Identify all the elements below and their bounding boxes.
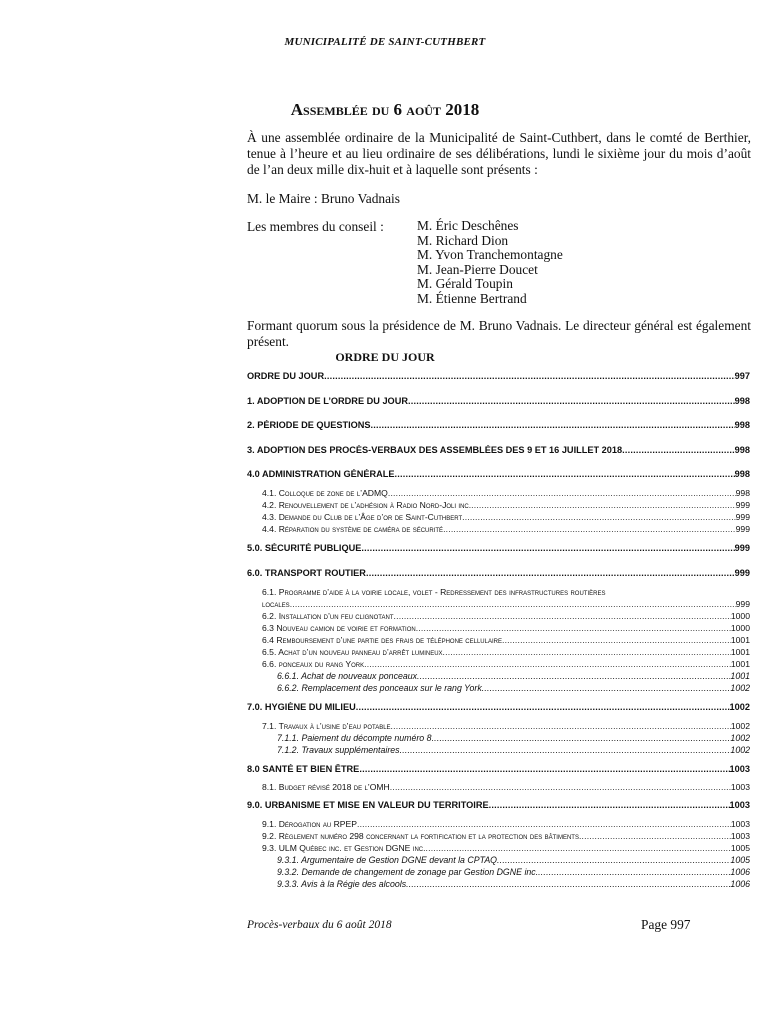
toc-entry-label: 6.6.1. Achat de nouveaux ponceaux [277,671,418,681]
toc-entry-label: 9.0. URBANISME ET MISE EN VALEUR DU TERRITOIRE [247,800,489,810]
toc-entry-label: 4.0 ADMINISTRATION GÉNÉRALE [247,469,395,479]
council-member: M. Yvon Tranchemontagne [417,247,563,263]
toc-entry-page: 1002 [729,702,750,712]
toc-entry-page: 997 [734,371,750,381]
toc-entry-page: 1005 [730,843,750,853]
toc-entry[interactable] [262,831,750,841]
toc-entry-page: 998 [734,420,750,430]
agenda-title: ORDRE DU JOUR [335,350,435,364]
toc-entry[interactable] [262,635,750,645]
toc-entry-page: 1003 [730,831,750,841]
toc-entry-label: 4.4. Réparation du système de caméra de sécurité [262,524,444,534]
toc-entry-page: 1003 [729,764,750,774]
toc-entry[interactable] [247,396,750,406]
toc-entry-page: 1001 [730,635,750,645]
council-member: M. Richard Dion [417,232,509,248]
toc-entry[interactable] [262,524,750,534]
toc-entry-label: 6.2. Installation d’un feu clignotant [262,611,394,621]
toc-entry[interactable] [277,867,750,877]
toc-entry[interactable] [262,782,750,792]
toc-entry-page: 1001 [730,659,750,669]
council-member: M. Gérald Toupin [417,276,513,292]
council-member: M. Éric Deschênes [417,218,519,233]
toc-entry-page: 1001 [730,647,750,657]
toc-entry-label: 6.6. ponceaux du rang York [262,659,365,669]
toc-entry-label: locales [262,599,290,609]
toc-entry-page: 1002 [730,721,750,731]
toc-entry[interactable] [262,599,750,609]
toc-entry-label: 9.3.1. Argumentaire de Gestion DGNE devant la CPTAQ [277,855,498,865]
toc-entry-page: 1003 [730,782,750,792]
toc-entry[interactable] [262,512,750,522]
toc-entry-label: 9.3.3. Avis à la Régie des alcools [277,879,407,889]
toc-entry[interactable] [262,819,750,829]
toc-entry-label: 7.0. HYGIÈNE DU MILIEU [247,702,356,712]
toc-entry[interactable] [262,721,750,731]
toc-entry-label: 8.1. Budget révisé 2018 de l’OMH [262,782,390,792]
toc-entry-page: 998 [735,488,750,498]
toc-entry-label: ORDRE DU JOUR [247,371,325,381]
toc-entry-page: 999 [735,512,750,522]
toc-entry[interactable] [277,683,750,693]
toc-entry[interactable] [262,587,750,597]
toc-entry-page: 1002 [730,745,750,755]
toc-entry-label: 1. ADOPTION DE L’ORDRE DU JOUR [247,396,408,406]
toc-entry-label: 6.5. Achat d’un nouveau panneau d’arrêt lumineux [262,647,443,657]
council-members-label: Les membres du conseil : [247,219,384,234]
toc-entry-label: 9.3. ULM Québec inc. et Gestion DGNE inc. [262,843,426,853]
toc-entry-label: 9.2. Règlement numéro 298 concernant la fortification et la protection des bâtiments [262,831,579,841]
toc-entry-page: 1002 [730,733,750,743]
toc-entry-page: 998 [734,396,750,406]
toc-entry-page: 999 [735,500,750,510]
toc-entry[interactable] [247,371,750,381]
toc-entry[interactable] [277,855,750,865]
toc-entry[interactable] [262,488,750,498]
toc-entry-label: 6.4 Remboursement d’une partie des frais de téléphone cellulaire [262,635,502,645]
council-member: M. Étienne Bertrand [417,290,527,306]
toc-entry[interactable] [277,745,750,755]
footer-caption: Procès-verbaux du 6 août 2018 [247,919,392,931]
toc-entry[interactable] [262,647,750,657]
toc-entry-label: 5.0. SÉCURITÉ PUBLIQUE [247,543,362,553]
toc-entry-page: 999 [735,524,750,534]
toc-entry-page: 1003 [729,800,750,810]
toc-entry-page: 1005 [730,855,750,865]
toc-entry-label: 3. ADOPTION DES PROCÈS-VERBAUX DES ASSEMBLÉES DES 9 ET 16 JUILLET 2018 [247,445,623,455]
toc-entry[interactable] [247,445,750,455]
toc-entry-page: 999 [735,599,750,609]
toc-entry-label: 6.3 Nouveau camion de voirie et formation [262,623,416,633]
toc-entry-page: 1006 [730,879,750,889]
toc-entry[interactable] [247,469,750,479]
toc-entry[interactable] [247,543,750,553]
toc-entry[interactable] [262,659,750,669]
toc-entry[interactable] [262,611,750,621]
quorum-paragraph: Formant quorum sous la présidence de M. Bruno Vadnais. Le directeur général est également présent. [247,318,751,349]
toc-entry-label: 7.1.1. Paiement du décompte numéro 8 [277,733,432,743]
toc-entry-label: 8.0 SANTÉ ET BIEN ÊTRE [247,764,360,774]
toc-entry-page: 1000 [730,623,750,633]
toc-entry-label: 6.6.2. Remplacement des ponceaux sur le rang York [277,683,482,693]
toc-entry[interactable] [247,800,750,810]
toc-entry[interactable] [277,671,750,681]
toc-entry-page: 999 [734,543,750,553]
toc-entry[interactable] [262,843,750,853]
toc-entry[interactable] [247,568,750,578]
toc-entry-label: 9.1. Dérogation au RPEP [262,819,357,829]
toc-entry-label: 7.1. Travaux à l’usine d’eau potable [262,721,391,731]
toc-entry-page: 1000 [730,611,750,621]
toc-entry[interactable] [277,733,750,743]
council-member: M. Jean-Pierre Doucet [417,261,538,277]
toc-entry-page: 1002 [730,683,750,693]
toc-entry-page: 1003 [730,819,750,829]
toc-entry-label: 9.3.2. Demande de changement de zonage par Gestion DGNE inc. [277,867,539,877]
toc-entry[interactable] [262,500,750,510]
intro-paragraph: À une assemblée ordinaire de la Municipalité de Saint-Cuthbert, dans le comté de Berthier, tenue à l’heure et au lieu ordinaire de ses délibérations, lundi le sixième jour du mois d’août de l’an deux mille dix-huit et à laquelle sont présents : [247,130,751,177]
toc-entry[interactable] [247,764,750,774]
toc-entry-label: 4.2. Renouvellement de l’adhésion à Radio Nord-Joli inc. [262,500,472,510]
toc-entry-page: 998 [734,469,750,479]
toc-entry-page: 1006 [730,867,750,877]
toc-entry[interactable] [262,623,750,633]
toc-entry-page: 999 [734,568,750,578]
toc-entry-label: 6.0. TRANSPORT ROUTIER [247,568,366,578]
mayor-line: M. le Maire : Bruno Vadnais [247,191,400,206]
toc-entry-label: 2. PÉRIODE DE QUESTIONS [247,420,371,430]
page-header: MUNICIPALITÉ DE SAINT-CUTHBERT [284,36,486,48]
toc-entry[interactable] [247,702,750,712]
toc-entry[interactable] [277,879,750,889]
page-number: Page 997 [641,917,691,932]
toc-entry-page: 1001 [730,671,750,681]
toc-entry-label: 7.1.2. Travaux supplémentaires [277,745,400,755]
toc-entry[interactable] [247,420,750,430]
toc-entry-label: 4.1. Colloque de zone de l’ADMQ [262,488,388,498]
page-title: Assemblée du 6 août 2018 [290,100,480,119]
toc-entry-label: 6.1. Programme d’aide à la voirie locale, volet - Redressement des infrastructures routières [262,587,606,597]
toc-entry-label: 4.3. Demande du Club de l’Âge d’or de Saint-Cuthbert [262,512,463,522]
toc-entry-page: 998 [734,445,750,455]
